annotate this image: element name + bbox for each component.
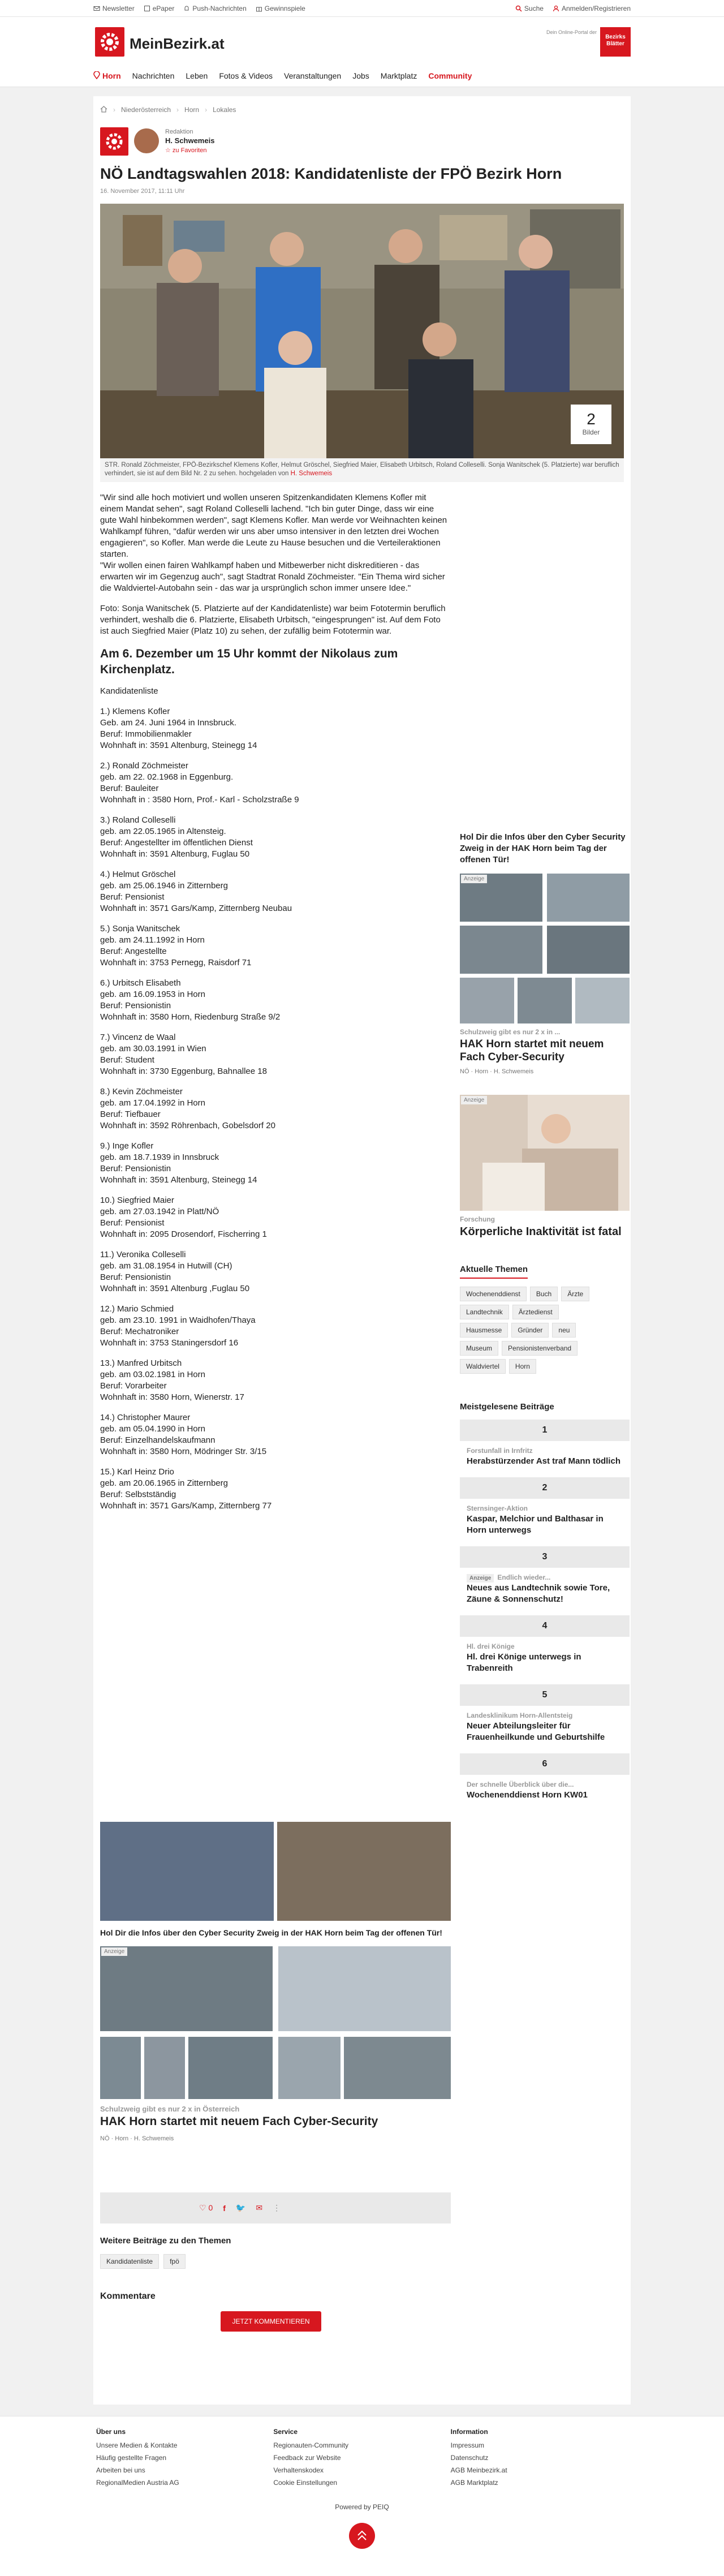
- logo-mark: [95, 27, 124, 57]
- most-read-item[interactable]: [460, 1775, 630, 1811]
- more-icon: ⋮: [273, 2203, 281, 2212]
- footer-link[interactable]: AGB Marktplatz: [450, 2479, 498, 2487]
- sidebar-promo-kicker: Schulzweig gibt es nur 2 x in ...: [460, 1028, 561, 1036]
- related-kicker: Schulzweig gibt es nur 2 x in Österreich: [100, 2105, 240, 2113]
- ad-label: Anzeige: [467, 1574, 494, 1582]
- topic-tag-fpoe[interactable]: fpö: [163, 2254, 186, 2269]
- topic-tag[interactable]: Hausmesse: [460, 1323, 508, 1338]
- like-button[interactable]: ♡ 0: [199, 2203, 213, 2212]
- topic-tag[interactable]: Museum: [460, 1341, 498, 1356]
- footer-column-title: Über uns: [96, 2428, 126, 2436]
- breadcrumb-separator: ›: [176, 106, 179, 114]
- article-title: NÖ Landtagswahlen 2018: Kandidatenliste der FPÖ Bezirk Horn: [100, 165, 562, 182]
- powered-by: Powered by PEIQ: [335, 2503, 389, 2511]
- most-read-rank: 5: [460, 1684, 630, 1706]
- candidate-entry: 1.) Klemens Kofler Geb. am 24. Juni 1964 in Innsbruck. Beruf: Immobilienmakler Wohnhaft in: 3591 Altenburg, Steinegg 14: [100, 707, 257, 750]
- most-read-headline: Wochenenddienst Horn KW01: [467, 1790, 588, 1800]
- author-box: [100, 127, 326, 156]
- article-paragraph: "Wir sind alle hoch motiviert und wollen unseren Spitzenkandidaten Klemens Kofler mit einem Mandat sehen", sagt Roland Colleselli lachend. "Ich bin guter Dinge, dass wir eine gute Wahl hinbekommen werden", sagt Klemens Kofler. Man werde vor Weihnachten keinen Wahlkampf führen, "dafür werden wir uns aber umso intensiver in den letzten drei Wochen engagieren", so Kofler. Man werde die Leute zu Hause besuchen und die Verteileraktionen starten. "Wir wollen einen fairen Wahlkampf haben und Mitbewerber nicht diskreditieren - das erwarten wir im Gegenzug auch", sagt Stadtrat Ronald Zöchmeister. "Ein Thema wird sicher die Waldviertel-Autobahn sein - das war ja ursprünglich schon immer unsere Idee.": [100, 493, 447, 593]
- newspaper-icon: [144, 5, 150, 12]
- hero-image[interactable]: [100, 204, 624, 458]
- footer-column-title: Service: [273, 2428, 298, 2436]
- topic-tag-kandidatenliste[interactable]: Kandidatenliste: [100, 2254, 159, 2269]
- most-read-item[interactable]: [460, 1568, 630, 1615]
- candidate-entry: 10.) Siegfried Maier geb. am 27.03.1942 in Platt/NÖ Beruf: Pensionist Wohnhaft in: 2095 Drosendorf, Fischerring 1: [100, 1195, 267, 1239]
- nav-nachrichten[interactable]: Nachrichten: [132, 71, 175, 80]
- article-body: [100, 492, 451, 1521]
- star-icon: ☆: [165, 147, 173, 154]
- related-ad-image[interactable]: [100, 1946, 451, 2099]
- tagline: Dein Online-Portal der: [546, 29, 597, 35]
- bezirksblaetter-logo[interactable]: Bezirks Blätter: [600, 27, 631, 57]
- related-title[interactable]: Hol Dir die Infos über den Cyber Security Zweig in der HAK Horn beim Tag der offenen Tür!: [100, 1928, 442, 1937]
- content-container: [93, 96, 631, 2405]
- current-topics: [460, 1265, 630, 1374]
- footer-columns: [96, 2428, 628, 2491]
- related-photo-2: [277, 1822, 451, 1921]
- sidebar-promo-headline[interactable]: HAK Horn startet mit neuem Fach Cyber-Security: [460, 1038, 604, 1063]
- footer-column-title: Information: [450, 2428, 488, 2436]
- scroll-to-top-button[interactable]: [349, 2523, 375, 2549]
- related-headline[interactable]: HAK Horn startet mit neuem Fach Cyber-Security: [100, 2115, 378, 2128]
- image-caption: STR. Ronald Zöchmeister, FPÖ-Bezirkschef Klemens Kofler, Helmut Gröschel, Siegfried Maier, Elisabeth Urbitsch, Roland Colleselli. Sonja Wanitschek (5. Platzierte) war beruflich verhindert, sie ist auf dem Bild Nr. 2 zu sehen. hochgeladen von H. Schwemeis: [100, 458, 624, 482]
- footer-link[interactable]: AGB Meinbezirk.at: [450, 2466, 507, 2474]
- candidate-entry: 9.) Inge Kofler geb. am 18.7.1939 in Innsbruck Beruf: Pensionistin Wohnhaft in: 3591 Altenburg, Steinegg 14: [100, 1141, 257, 1185]
- footer-link[interactable]: Arbeiten bei uns: [96, 2466, 145, 2474]
- sidebar-ad-image: [460, 1095, 630, 1211]
- footer-column: [96, 2428, 273, 2491]
- avatar[interactable]: [134, 128, 159, 153]
- most-read: [460, 1402, 630, 1811]
- candidate-entry: 4.) Helmut Gröschel geb. am 25.06.1946 in Zitternberg Beruf: Pensionist Wohnhaft in: 3571 Gars/Kamp, Zitternberg Neubau: [100, 870, 292, 913]
- footer-link[interactable]: Feedback zur Website: [273, 2454, 341, 2462]
- topic-tag[interactable]: neu: [552, 1323, 576, 1338]
- push-notifications-link[interactable]: Push-Nachrichten: [183, 5, 246, 12]
- topic-tag[interactable]: Wochenenddienst: [460, 1287, 527, 1301]
- facebook-icon: f: [223, 2203, 226, 2213]
- breadcrumb-horn[interactable]: Horn: [184, 106, 200, 114]
- footer-link[interactable]: Datenschutz: [450, 2454, 489, 2462]
- top-utility-bar: [0, 0, 724, 17]
- footer-column: [451, 2428, 628, 2491]
- candidate-list-title: Kandidatenliste: [100, 686, 158, 696]
- image-gallery-count[interactable]: 2 Bilder: [571, 405, 611, 444]
- candidate-entry: 11.) Veronika Colleselli geb. am 31.08.1954 in Hutwill (CH) Beruf: Pensionistin Wohnhaft in: 3591 Altenburg ,Fuglau 50: [100, 1250, 250, 1293]
- sidebar-ad[interactable]: [460, 1095, 630, 1250]
- most-read-kicker: [467, 1504, 623, 1512]
- facebook-share-button[interactable]: [223, 2204, 226, 2213]
- most-read-kicker: [467, 1711, 623, 1719]
- most-read-headline: Hl. drei Könige unterwegs in Trabenreith: [467, 1652, 581, 1673]
- home-icon[interactable]: [100, 106, 107, 114]
- more-topics: [100, 2236, 451, 2269]
- most-read-rank: 2: [460, 1477, 630, 1499]
- footer-link[interactable]: Regionauten-Community: [273, 2441, 349, 2449]
- topic-tag[interactable]: Pensionistenverband: [502, 1341, 578, 1356]
- most-read-kicker: [467, 1573, 623, 1581]
- email-share-button[interactable]: [256, 2203, 262, 2213]
- classroom-photos: [100, 1946, 451, 2099]
- more-options-button[interactable]: [273, 2203, 281, 2213]
- footer-link[interactable]: Cookie Einstellungen: [273, 2479, 338, 2487]
- article-subheading: Am 6. Dezember um 15 Uhr kommt der Nikolaus zum Kirchenplatz.: [100, 647, 398, 676]
- related-articles: [100, 1822, 451, 2142]
- most-read-title: Meistgelesene Beiträge: [460, 1402, 554, 1412]
- topic-tag[interactable]: Gründer: [511, 1323, 549, 1338]
- main-navigation: [0, 64, 724, 87]
- footer-link[interactable]: Verhaltenskodex: [273, 2466, 324, 2474]
- footer-column: [273, 2428, 450, 2491]
- candidate-list: [100, 706, 451, 1512]
- sidebar-ad-kicker: Forschung: [460, 1215, 495, 1223]
- nav-leben[interactable]: Leben: [186, 71, 208, 80]
- sidebar-promo-image[interactable]: [460, 874, 630, 1023]
- newsletter-link[interactable]: Newsletter: [93, 5, 135, 12]
- contests-link[interactable]: Gewinnspiele: [256, 5, 305, 12]
- author-logo: [100, 127, 128, 156]
- most-read-headline: Neuer Abteilungsleiter für Frauenheilkunde und Geburtshilfe: [467, 1721, 605, 1742]
- caption-credit-link[interactable]: H. Schwemeis: [290, 470, 333, 477]
- bell-icon: [183, 5, 190, 12]
- mail-icon: ✉: [256, 2203, 263, 2212]
- footer: [0, 2416, 724, 2576]
- nav-marktplatz[interactable]: Marktplatz: [380, 71, 417, 80]
- search-link[interactable]: Suche: [515, 5, 544, 12]
- candidate-entry: 7.) Vincenz de Waal geb. am 30.03.1991 in Wien Beruf: Student Wohnhaft in: 3730 Eggenburg, Bahnallee 18: [100, 1033, 267, 1076]
- breadcrumb: [100, 103, 236, 117]
- brand-bar: [0, 17, 724, 64]
- topic-tag[interactable]: Ärztedienst: [512, 1305, 559, 1319]
- heart-icon: ♡: [199, 2203, 209, 2212]
- most-read-rank: 3: [460, 1546, 630, 1568]
- most-read-kicker-text: Der schnelle Überblick über die...: [467, 1781, 574, 1788]
- topic-tag[interactable]: Horn: [509, 1359, 536, 1374]
- user-icon: [553, 5, 559, 12]
- most-read-kicker: [467, 1781, 623, 1788]
- most-read-kicker-text: Forstunfall in Irnfritz: [467, 1447, 533, 1455]
- ad-label: Anzeige: [461, 875, 487, 883]
- chevron-up-icon: [349, 2523, 375, 2549]
- topic-tag[interactable]: Buch: [530, 1287, 558, 1301]
- gift-icon: [256, 5, 262, 12]
- most-read-rank: 6: [460, 1753, 630, 1775]
- candidate-entry: 2.) Ronald Zöchmeister geb. am 22. 02.1968 in Eggenburg. Beruf: Bauleiter Wohnhaft in : 3580 Horn, Prof.- Karl - Scholzstraße 9: [100, 761, 299, 805]
- topic-tag-list: [460, 1287, 601, 1374]
- epaper-link[interactable]: ePaper: [144, 5, 175, 12]
- most-read-item[interactable]: [460, 1706, 630, 1753]
- most-read-kicker: [467, 1447, 623, 1455]
- candidate-entry: 12.) Mario Schmied geb. am 23.10. 1991 in Waidhofen/Thaya Beruf: Mechatroniker Wohnhaft in: 3753 Staningersdorf 16: [100, 1304, 256, 1348]
- share-bar: [100, 2192, 451, 2224]
- location-selector[interactable]: Horn: [93, 71, 121, 81]
- related-image[interactable]: [100, 1822, 451, 1921]
- footer-link[interactable]: Unsere Medien & Kontakte: [96, 2441, 178, 2449]
- footer-link[interactable]: RegionalMedien Austria AG: [96, 2479, 179, 2487]
- footer-link[interactable]: Impressum: [450, 2441, 484, 2449]
- twitter-share-button[interactable]: [236, 2203, 245, 2213]
- ad-label: Anzeige: [101, 1947, 127, 1956]
- most-read-item[interactable]: [460, 1637, 630, 1684]
- most-read-headline: Kaspar, Melchior und Balthasar in Horn unterwegs: [467, 1514, 604, 1535]
- comments-title: Kommentare: [100, 2291, 156, 2301]
- related-photo-1: [100, 1822, 274, 1921]
- most-read-rank: 4: [460, 1615, 630, 1637]
- candidate-entry: 3.) Roland Colleselli geb. am 22.05.1965 in Altensteig. Beruf: Angestellter im öffentlichen Dienst Wohnhaft in: 3591 Altenburg, Fuglau 50: [100, 815, 253, 859]
- nav-fotos-videos[interactable]: Fotos & Videos: [219, 71, 273, 80]
- author-name[interactable]: H. Schwemeis: [165, 136, 215, 145]
- most-read-item[interactable]: [460, 1441, 630, 1477]
- group-photo: [100, 204, 624, 458]
- ad-label: Anzeige: [461, 1096, 487, 1104]
- topic-tag[interactable]: Ärzte: [561, 1287, 589, 1301]
- most-read-list: [460, 1420, 630, 1811]
- map-pin-icon: [93, 71, 100, 81]
- author-role: Redaktion: [165, 128, 193, 135]
- classroom-photos: [460, 874, 630, 1023]
- current-topics-title: Aktuelle Themen: [460, 1265, 528, 1279]
- topic-tag[interactable]: Waldviertel: [460, 1359, 506, 1374]
- most-read-kicker-text: Hl. drei Könige: [467, 1642, 515, 1650]
- sidebar: [460, 492, 630, 1811]
- sidebar-ad-headline: Körperliche Inaktivität ist fatal: [460, 1225, 622, 1238]
- twitter-icon: 🐦: [235, 2203, 246, 2212]
- breadcrumb-separator: ›: [113, 106, 115, 114]
- nav-veranstaltungen[interactable]: Veranstaltungen: [284, 71, 342, 80]
- search-icon: [515, 5, 522, 12]
- related-meta: NÖ · Horn · H. Schwemeis: [100, 2135, 174, 2142]
- most-read-rank: 1: [460, 1420, 630, 1441]
- candidate-entry: 15.) Karl Heinz Drio geb. am 20.06.1965 in Zitternberg Beruf: Selbstständig Wohnhaft in: 3571 Gars/Kamp, Zitternberg 77: [100, 1467, 272, 1511]
- footer-link[interactable]: Häufig gestellte Fragen: [96, 2454, 167, 2462]
- most-read-kicker: [467, 1642, 623, 1650]
- site-name: MeinBezirk.at: [130, 35, 225, 52]
- most-read-headline: Neues aus Landtechnik sowie Tore, Zäune & Sonnenschutz!: [467, 1583, 610, 1604]
- comment-button[interactable]: JETZT KOMMENTIEREN: [221, 2311, 321, 2332]
- candidate-entry: 5.) Sonja Wanitschek geb. am 24.11.1992 in Horn Beruf: Angestellte Wohnhaft in: 3753 Pernegg, Raisdorf 71: [100, 924, 252, 967]
- topic-tag[interactable]: Landtechnik: [460, 1305, 509, 1319]
- login-link[interactable]: Anmelden/Registrieren: [553, 5, 631, 12]
- candidate-entry: 13.) Manfred Urbitsch geb. am 03.02.1981 in Horn Beruf: Vorarbeiter Wohnhaft in: 3580 Horn, Wienerstr. 17: [100, 1358, 244, 1402]
- nav-community[interactable]: Community: [428, 71, 472, 80]
- most-read-headline: Herabstürzender Ast traf Mann tödlich: [467, 1456, 620, 1466]
- most-read-item[interactable]: [460, 1499, 630, 1546]
- candidate-entry: 6.) Urbitsch Elisabeth geb. am 16.09.1953 in Horn Beruf: Pensionistin Wohnhaft in: 3580 Horn, Riedenburg Straße 9/2: [100, 978, 281, 1022]
- breadcrumb-niederoesterreich[interactable]: Niederösterreich: [121, 106, 171, 114]
- article-paragraph: Foto: Sonja Wanitschek (5. Platzierte auf der Kandidatenliste) war beim Fototermin beruflich verhindert, weshalb die 6. Platzierte, Elisabeth Urbitsch, "eingesprungen" ist. Auf dem Foto ist auch Siegfried Maier (Platz 10) zu sehen, der zufällig beim Fototermin war.: [100, 604, 446, 636]
- nav-jobs[interactable]: Jobs: [352, 71, 369, 80]
- candidate-entry: 14.) Christopher Maurer geb. am 05.04.1990 in Horn Beruf: Einzelhandelskaufmann Wohnhaft in: 3580 Horn, Mödringer Str. 3/15: [100, 1413, 267, 1456]
- more-topics-title: Weitere Beiträge zu den Themen: [100, 2236, 231, 2246]
- breadcrumb-separator: ›: [205, 106, 208, 114]
- elderly-person-photo: [460, 1095, 630, 1211]
- add-to-favorites-link[interactable]: ☆ zu Favoriten: [165, 147, 207, 154]
- sidebar-promo-title[interactable]: Hol Dir die Infos über den Cyber Security Zweig in der HAK Horn beim Tag der offenen Tür!: [460, 832, 626, 865]
- candidate-entry: 8.) Kevin Zöchmeister geb. am 17.04.1992 in Horn Beruf: Tiefbauer Wohnhaft in: 3592 Röhrenbach, Gobelsdorf 20: [100, 1087, 275, 1130]
- most-read-kicker-text: Endlich wieder...: [497, 1573, 551, 1581]
- most-read-kicker-text: Sternsinger-Aktion: [467, 1504, 528, 1512]
- sidebar-promo-meta: NÖ · Horn · H. Schwemeis: [460, 1068, 534, 1075]
- most-read-kicker-text: Landesklinikum Horn-Allentsteig: [467, 1711, 573, 1719]
- mail-icon: [93, 5, 100, 12]
- article-date: 16. November 2017, 11:11 Uhr: [100, 188, 185, 195]
- breadcrumb-lokales[interactable]: Lokales: [213, 106, 236, 114]
